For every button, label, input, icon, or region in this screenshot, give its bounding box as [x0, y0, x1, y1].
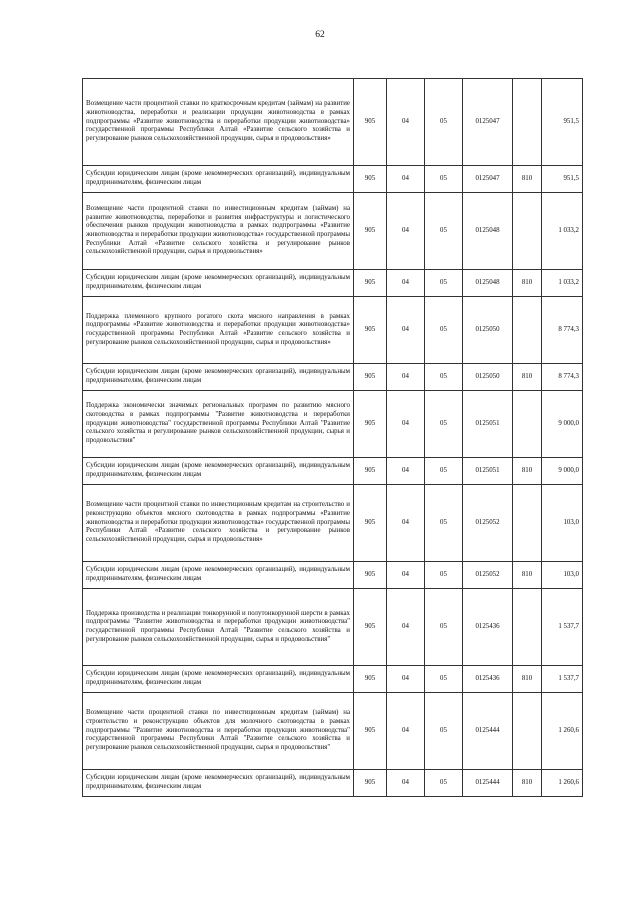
cell-section: 04 [387, 193, 425, 270]
cell-section: 04 [387, 270, 425, 297]
cell-target: 0125047 [463, 166, 513, 193]
cell-ministry: 905 [354, 666, 387, 693]
cell-subsection: 05 [425, 589, 463, 666]
cell-target: 0125436 [463, 666, 513, 693]
cell-type: 810 [513, 666, 542, 693]
cell-amount: 1 537,7 [542, 666, 583, 693]
cell-target: 0125051 [463, 391, 513, 458]
cell-desc: Субсидии юридическим лицам (кроме некоммерческих организаций), индивидуальным предпринимателям, физическим лицам [83, 166, 354, 193]
cell-section: 04 [387, 770, 425, 797]
cell-desc: Возмещение части процентной ставки по инвестиционным кредитам (займам) на развитие животноводства, переработки и развития инфраструктуры и логистического обеспечения рынков продукции животноводства в рамках подпрограммы «Развитие животноводства и переработки продукции животноводства» государственной программы Республики Алтай «Развитие сельского хозяйства и регулирование рынков сельскохозяйственной продукции, сырья и продовольствия» [83, 193, 354, 270]
cell-amount: 1 033,2 [542, 270, 583, 297]
cell-type [513, 79, 542, 166]
cell-type: 810 [513, 364, 542, 391]
cell-subsection: 05 [425, 364, 463, 391]
cell-ministry: 905 [354, 391, 387, 458]
cell-ministry: 905 [354, 770, 387, 797]
cell-amount: 8 774,3 [542, 364, 583, 391]
cell-section: 04 [387, 364, 425, 391]
table-row [83, 79, 583, 166]
cell-ministry: 905 [354, 589, 387, 666]
cell-target: 0125444 [463, 770, 513, 797]
cell-type: 810 [513, 770, 542, 797]
cell-target: 0125436 [463, 589, 513, 666]
cell-target: 0125050 [463, 297, 513, 364]
table-row [83, 270, 583, 297]
cell-ministry: 905 [354, 270, 387, 297]
cell-desc: Поддержка производства и реализации тонкорунной и полутонкорунной шерсти в рамках подпрограммы "Развитие животноводства и переработки продукции животноводства" государственной программы Республики Алтай "Развитие сельского хозяйства и регулирование рынков сельскохозяйственной продукции, сырья и продовольствия" [83, 589, 354, 666]
cell-ministry: 905 [354, 79, 387, 166]
table-row [83, 458, 583, 485]
cell-subsection: 05 [425, 391, 463, 458]
cell-target: 0125444 [463, 693, 513, 770]
cell-type: 810 [513, 166, 542, 193]
cell-amount: 9 000,0 [542, 391, 583, 458]
cell-amount: 103,0 [542, 485, 583, 562]
table-row [83, 589, 583, 666]
cell-section: 04 [387, 562, 425, 589]
cell-target: 0125048 [463, 193, 513, 270]
cell-section: 04 [387, 666, 425, 693]
cell-ministry: 905 [354, 297, 387, 364]
cell-desc: Субсидии юридическим лицам (кроме некоммерческих организаций), индивидуальным предпринимателям, физическим лицам [83, 458, 354, 485]
cell-type: 810 [513, 458, 542, 485]
cell-desc: Поддержка экономически значимых региональных программ по развитию мясного скотоводства в рамках подпрограммы "Развитие животноводства и переработки продукции животноводства" государственной программы Республики Алтай "Развитие сельского хозяйства и регулирование рынков сельскохозяйственной продукции, сырья и продовольствия" [83, 391, 354, 458]
cell-desc: Возмещение части процентной ставки по краткосрочным кредитам (займам) на развитие животноводства, переработки и реализации продукции животноводства в рамках подпрограммы «Развитие животноводства и переработки продукции животноводства» государственной программы Республики Алтай «Развитие сельского хозяйства и регулирование рынков сельскохозяйственной продукции, сырья и продовольствия» [83, 79, 354, 166]
cell-section: 04 [387, 458, 425, 485]
cell-amount: 9 000,0 [542, 458, 583, 485]
cell-ministry: 905 [354, 193, 387, 270]
cell-subsection: 05 [425, 270, 463, 297]
cell-type [513, 485, 542, 562]
cell-type: 810 [513, 562, 542, 589]
table-row [83, 364, 583, 391]
cell-subsection: 05 [425, 297, 463, 364]
cell-subsection: 05 [425, 485, 463, 562]
cell-amount: 951,5 [542, 166, 583, 193]
table-row [83, 485, 583, 562]
cell-amount: 1 260,6 [542, 693, 583, 770]
cell-subsection: 05 [425, 693, 463, 770]
table-row [83, 391, 583, 458]
cell-desc: Возмещение части процентной ставки по инвестиционным кредитам (займам) на строительство и реконструкцию объектов для молочного скотоводства в рамках подпрограммы "Развитие животноводства и переработки продукции животноводства" государственной программы Республики Алтай "Развитие сельского хозяйства и регулирование рынков сельскохозяйственной продукции, сырья и продовольствия" [83, 693, 354, 770]
cell-desc: Субсидии юридическим лицам (кроме некоммерческих организаций), индивидуальным предпринимателям, физическим лицам [83, 270, 354, 297]
cell-subsection: 05 [425, 79, 463, 166]
cell-section: 04 [387, 693, 425, 770]
cell-desc: Субсидии юридическим лицам (кроме некоммерческих организаций), индивидуальным предпринимателям, физическим лицам [83, 770, 354, 797]
cell-desc: Субсидии юридическим лицам (кроме некоммерческих организаций), индивидуальным предпринимателям, физическим лицам [83, 562, 354, 589]
cell-subsection: 05 [425, 770, 463, 797]
cell-desc: Поддержка племенного крупного рогатого скота мясного направления в рамках подпрограммы «Развитие животноводства и переработки продукции животноводства» государственной программы Республики Алтай «Развитие сельского хозяйства и регулирование рынков сельскохозяйственной продукции, сырья и продовольствия» [83, 297, 354, 364]
table-row [83, 193, 583, 270]
cell-subsection: 05 [425, 666, 463, 693]
table-row [83, 562, 583, 589]
cell-amount: 1 033,2 [542, 193, 583, 270]
page-number: 62 [315, 30, 325, 40]
cell-subsection: 05 [425, 562, 463, 589]
cell-ministry: 905 [354, 166, 387, 193]
cell-target: 0125051 [463, 458, 513, 485]
table-row [83, 166, 583, 193]
cell-type [513, 297, 542, 364]
cell-type: 810 [513, 270, 542, 297]
budget-table [82, 78, 583, 797]
cell-amount: 8 774,3 [542, 297, 583, 364]
cell-type [513, 693, 542, 770]
cell-amount: 1 260,6 [542, 770, 583, 797]
table-row [83, 666, 583, 693]
cell-type [513, 193, 542, 270]
cell-target: 0125050 [463, 364, 513, 391]
cell-target: 0125052 [463, 562, 513, 589]
cell-section: 04 [387, 391, 425, 458]
cell-desc: Субсидии юридическим лицам (кроме некоммерческих организаций), индивидуальным предпринимателям, физическим лицам [83, 364, 354, 391]
cell-desc: Возмещение части процентной ставки по инвестиционным кредитам на строительство и реконструкцию объектов мясного скотоводства в рамках подпрограммы «Развитие животноводства и переработки продукции животноводства» государственной программы Республики Алтай «Развитие сельского хозяйства и регулирование рынков сельскохозяйственной продукции, сырья и продовольствия» [83, 485, 354, 562]
cell-ministry: 905 [354, 364, 387, 391]
cell-target: 0125052 [463, 485, 513, 562]
cell-section: 04 [387, 297, 425, 364]
cell-section: 04 [387, 166, 425, 193]
cell-ministry: 905 [354, 693, 387, 770]
table-row [83, 297, 583, 364]
cell-type [513, 391, 542, 458]
cell-target: 0125047 [463, 79, 513, 166]
cell-ministry: 905 [354, 458, 387, 485]
cell-target: 0125048 [463, 270, 513, 297]
cell-section: 04 [387, 485, 425, 562]
table-row [83, 693, 583, 770]
table-body [83, 79, 583, 797]
table-row [83, 770, 583, 797]
cell-section: 04 [387, 589, 425, 666]
cell-subsection: 05 [425, 193, 463, 270]
cell-type [513, 589, 542, 666]
cell-ministry: 905 [354, 562, 387, 589]
cell-ministry: 905 [354, 485, 387, 562]
cell-subsection: 05 [425, 166, 463, 193]
cell-amount: 1 537,7 [542, 589, 583, 666]
cell-section: 04 [387, 79, 425, 166]
cell-desc: Субсидии юридическим лицам (кроме некоммерческих организаций), индивидуальным предпринимателям, физическим лицам [83, 666, 354, 693]
cell-amount: 951,5 [542, 79, 583, 166]
cell-amount: 103,0 [542, 562, 583, 589]
cell-subsection: 05 [425, 458, 463, 485]
